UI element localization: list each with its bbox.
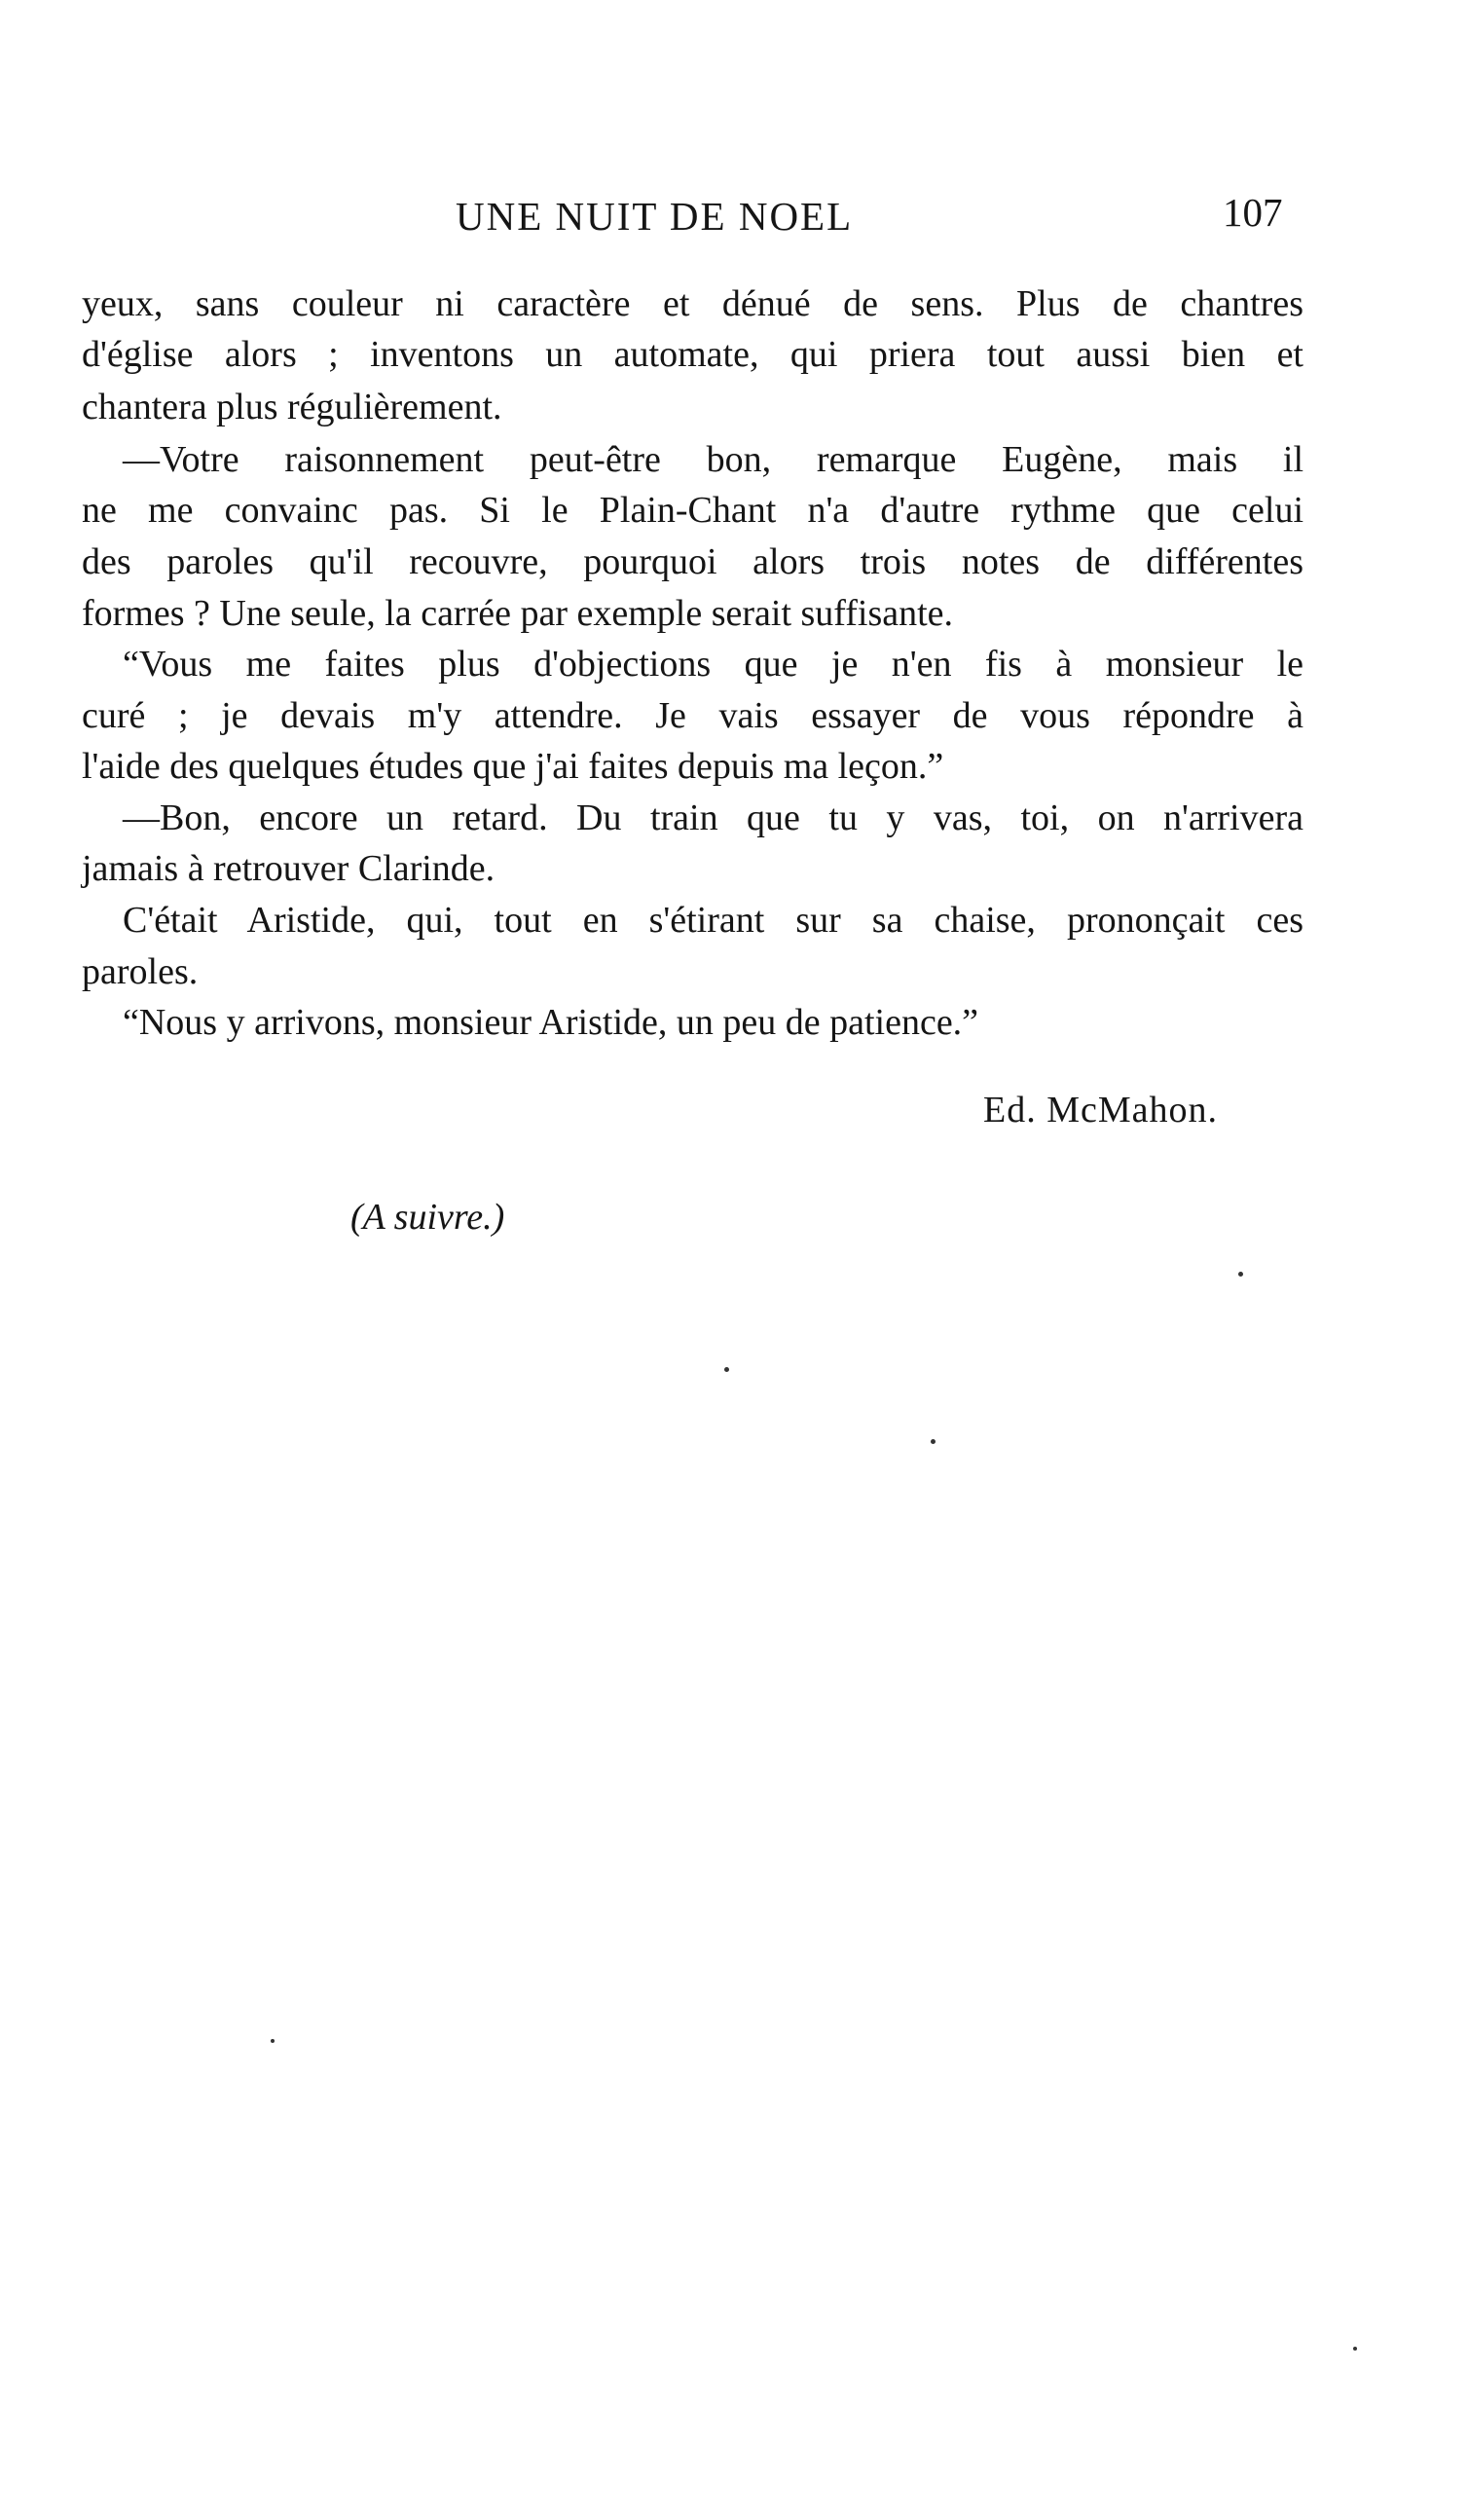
text-line: C'était Aristide, qui, tout en s'étirant sur sa chaise, prononçait ces xyxy=(123,900,1303,941)
text-line: —Votre raisonnement peut-être bon, remarque Eugène, mais il xyxy=(123,439,1303,480)
text-line: jamais à retrouver Clarinde. xyxy=(82,848,495,889)
text-line: paroles. xyxy=(82,951,199,992)
scan-speck xyxy=(1238,1272,1243,1277)
text-line: d'église alors ; inventons un automate, qui priera tout aussi bien et xyxy=(82,334,1303,375)
text-line: yeux, sans couleur ni caractère et dénué de sens. Plus de chantres xyxy=(82,283,1303,324)
text-line: curé ; je devais m'y attendre. Je vais essayer de vous répondre à xyxy=(82,695,1303,736)
scan-speck xyxy=(931,1439,936,1444)
author-signature: Ed. McMahon. xyxy=(983,1090,1219,1130)
text-line: des paroles qu'il recouvre, pourquoi alors trois notes de différentes xyxy=(82,541,1303,582)
scan-speck xyxy=(271,2039,275,2043)
text-line: ne me convainc pas. Si le Plain-Chant n'a d'autre rythme que celui xyxy=(82,490,1303,531)
text-line: “Vous me faites plus d'objections que je n'en fis à monsieur le xyxy=(123,644,1303,685)
text-line: “Nous y arrivons, monsieur Aristide, un peu de patience.” xyxy=(123,1002,979,1043)
text-line: chantera plus régulièrement. xyxy=(82,387,502,427)
continuation-note: (A suivre.) xyxy=(350,1197,505,1238)
scan-speck xyxy=(724,1367,729,1372)
running-title: UNE NUIT DE NOEL xyxy=(456,194,854,239)
text-line: formes ? Une seule, la carrée par exemple serait suffisante. xyxy=(82,593,954,634)
scan-speck xyxy=(1353,2347,1357,2351)
text-line: l'aide des quelques études que j'ai faites depuis ma leçon.” xyxy=(82,746,944,787)
page-number: 107 xyxy=(1223,190,1283,235)
text-line: —Bon, encore un retard. Du train que tu y vas, toi, on n'arrivera xyxy=(123,797,1303,838)
